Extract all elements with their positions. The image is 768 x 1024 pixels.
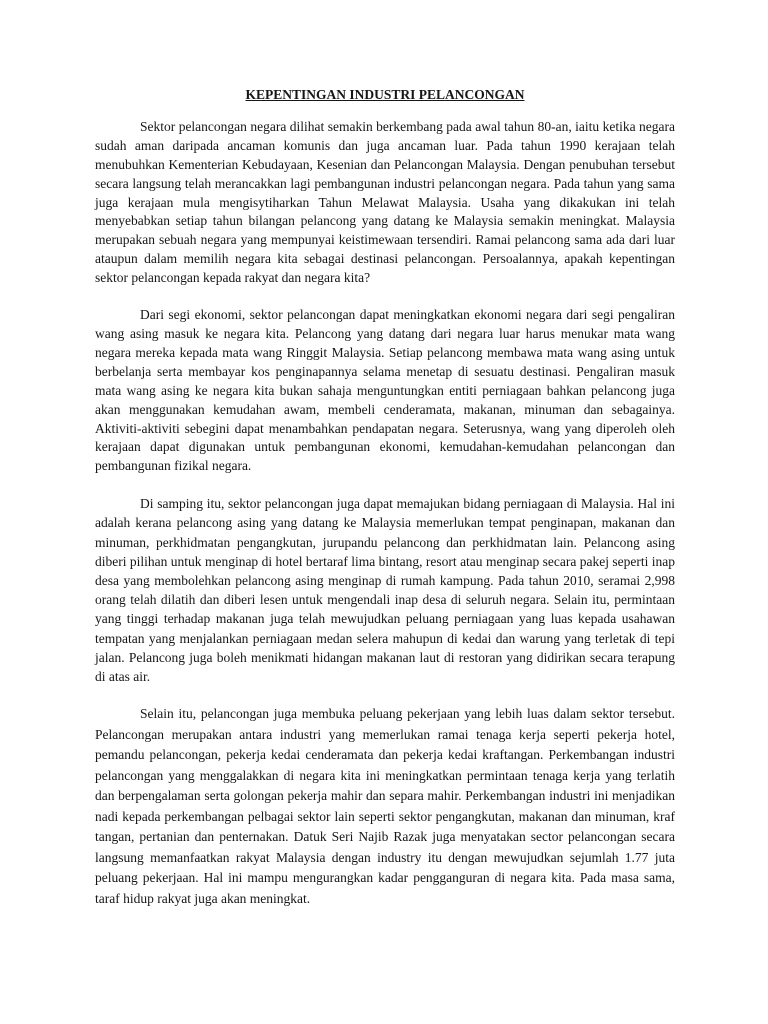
paragraph-employment: Selain itu, pelancongan juga membuka peluang pekerjaan yang lebih luas dalam sektor tersebut. Pelancongan merupakan antara industri yang memerlukan ramai tenaga kerja seperti pekerja hotel, pemandu pelancongan, pekerja kedai cenderamata dan pekerja kedai kraftangan. Perkembangan industri pelancongan yang menggalakkan di negara kita ini meningkatkan permintaan tenaga kerja yang terlatih dan berpengalaman serta golongan pekerja mahir dan separa mahir. Perkembangan industri ini menjadikan nadi kepada perkembangan pelbagai sektor lain seperti sektor pengangkutan, makanan dan minuman, kraf tangan, pertanian dan penternakan. Datuk Seri Najib Razak juga menyatakan sector pelancongan secara langsung memanfaatkan rakyat Malaysia dengan industry itu dengan mewujudkan sejumlah 1.77 juta peluang pekerjaan. Hal ini mampu mengurangkan kadar pengganguran di negara kita. Pada masa sama, taraf hidup rakyat juga akan meningkat. <box>95 706 675 906</box>
document-body <box>95 86 675 927</box>
paragraph-introduction: Sektor pelancongan negara dilihat semakin berkembang pada awal tahun 80-an, iaitu ketika negara sudah aman daripada ancaman komunis dan juga ancaman luar. Pada tahun 1990 kerajaan telah menubuhkan Kementerian Kebudayaan, Kesenian dan Pelancongan Malaysia. Dengan penubuhan tersebut secara langsung telah merancakkan lagi pembangunan industri pelancongan negara. Pada tahun yang sama juga kerajaan mula mengisytiharkan Tahun Melawat Malaysia. Usaha yang dikakukan ini telah menyebabkan setiap tahun bilangan pelancong yang datang ke Malaysia semakin meningkat. Malaysia merupakan sebuah negara yang mempunyai keistimewaan tersendiri. Ramai pelancong sama ada dari luar ataupun dalam memilih negara kita sebagai destinasi pelancongan. Persoalannya, apakah kepentingan sektor pelancongan kepada rakyat dan negara kita? <box>95 118 675 286</box>
document-title: KEPENTINGAN INDUSTRI PELANCONGAN <box>245 87 525 102</box>
paragraph-economy: Dari segi ekonomi, sektor pelancongan dapat meningkatkan ekonomi negara dari segi pengaliran wang asing masuk ke negara kita. Pelancong yang datang dari negara luar harus menukar mata wang negara mereka kepada mata wang Ringgit Malaysia. Setiap pelancong membawa mata wang asing untuk berbelanja serta membayar kos penginapannya selama menetap di sesuatu destinasi. Pengaliran masuk mata wang asing ke negara kita bukan sahaja menguntungkan entiti perniagaan bahkan pelancong juga akan menggunakan kemudahan awam, membeli cenderamata, makanan, minuman dan sebagainya. Aktiviti-aktiviti sebegini dapat menambahkan pendapatan negara. Seterusnya, wang yang diperoleh oleh kerajaan dapat digunakan untuk pembangunan ekonomi, kemudahan-kemudahan pelancongan dan pembangunan fizikal negara. <box>95 307 675 474</box>
paragraph-business: Di samping itu, sektor pelancongan juga dapat memajukan bidang perniagaan di Malaysia. Hal ini adalah kerana pelancong asing yang datang ke Malaysia memerlukan tempat penginapan, makanan dan minuman, perkhidmatan pengangkutan, jurupandu pelancong dan perkhidmatan lain. Pelancong asing diberi pilihan untuk menginap di hotel bertaraf lima bintang, resort atau menginap secara pakej seperti inap desa yang membolehkan pelancong asing menginap di rumah kampung. Pada tahun 2010, seramai 2,998 orang telah dilatih dan diberi lesen untuk mengendali inap desa di seluruh negara. Selain itu, permintaan yang tinggi terhadap makanan juga telah mewujudkan peluang perniagaan yang luas kepada usahawan tempatan yang menjalankan perniagaan medan selera mahupun di kedai dan warung yang terletak di tepi jalan. Pelancong juga boleh menikmati hidangan makanan laut di restoran yang didirikan secara terapung di atas air. <box>95 496 675 685</box>
